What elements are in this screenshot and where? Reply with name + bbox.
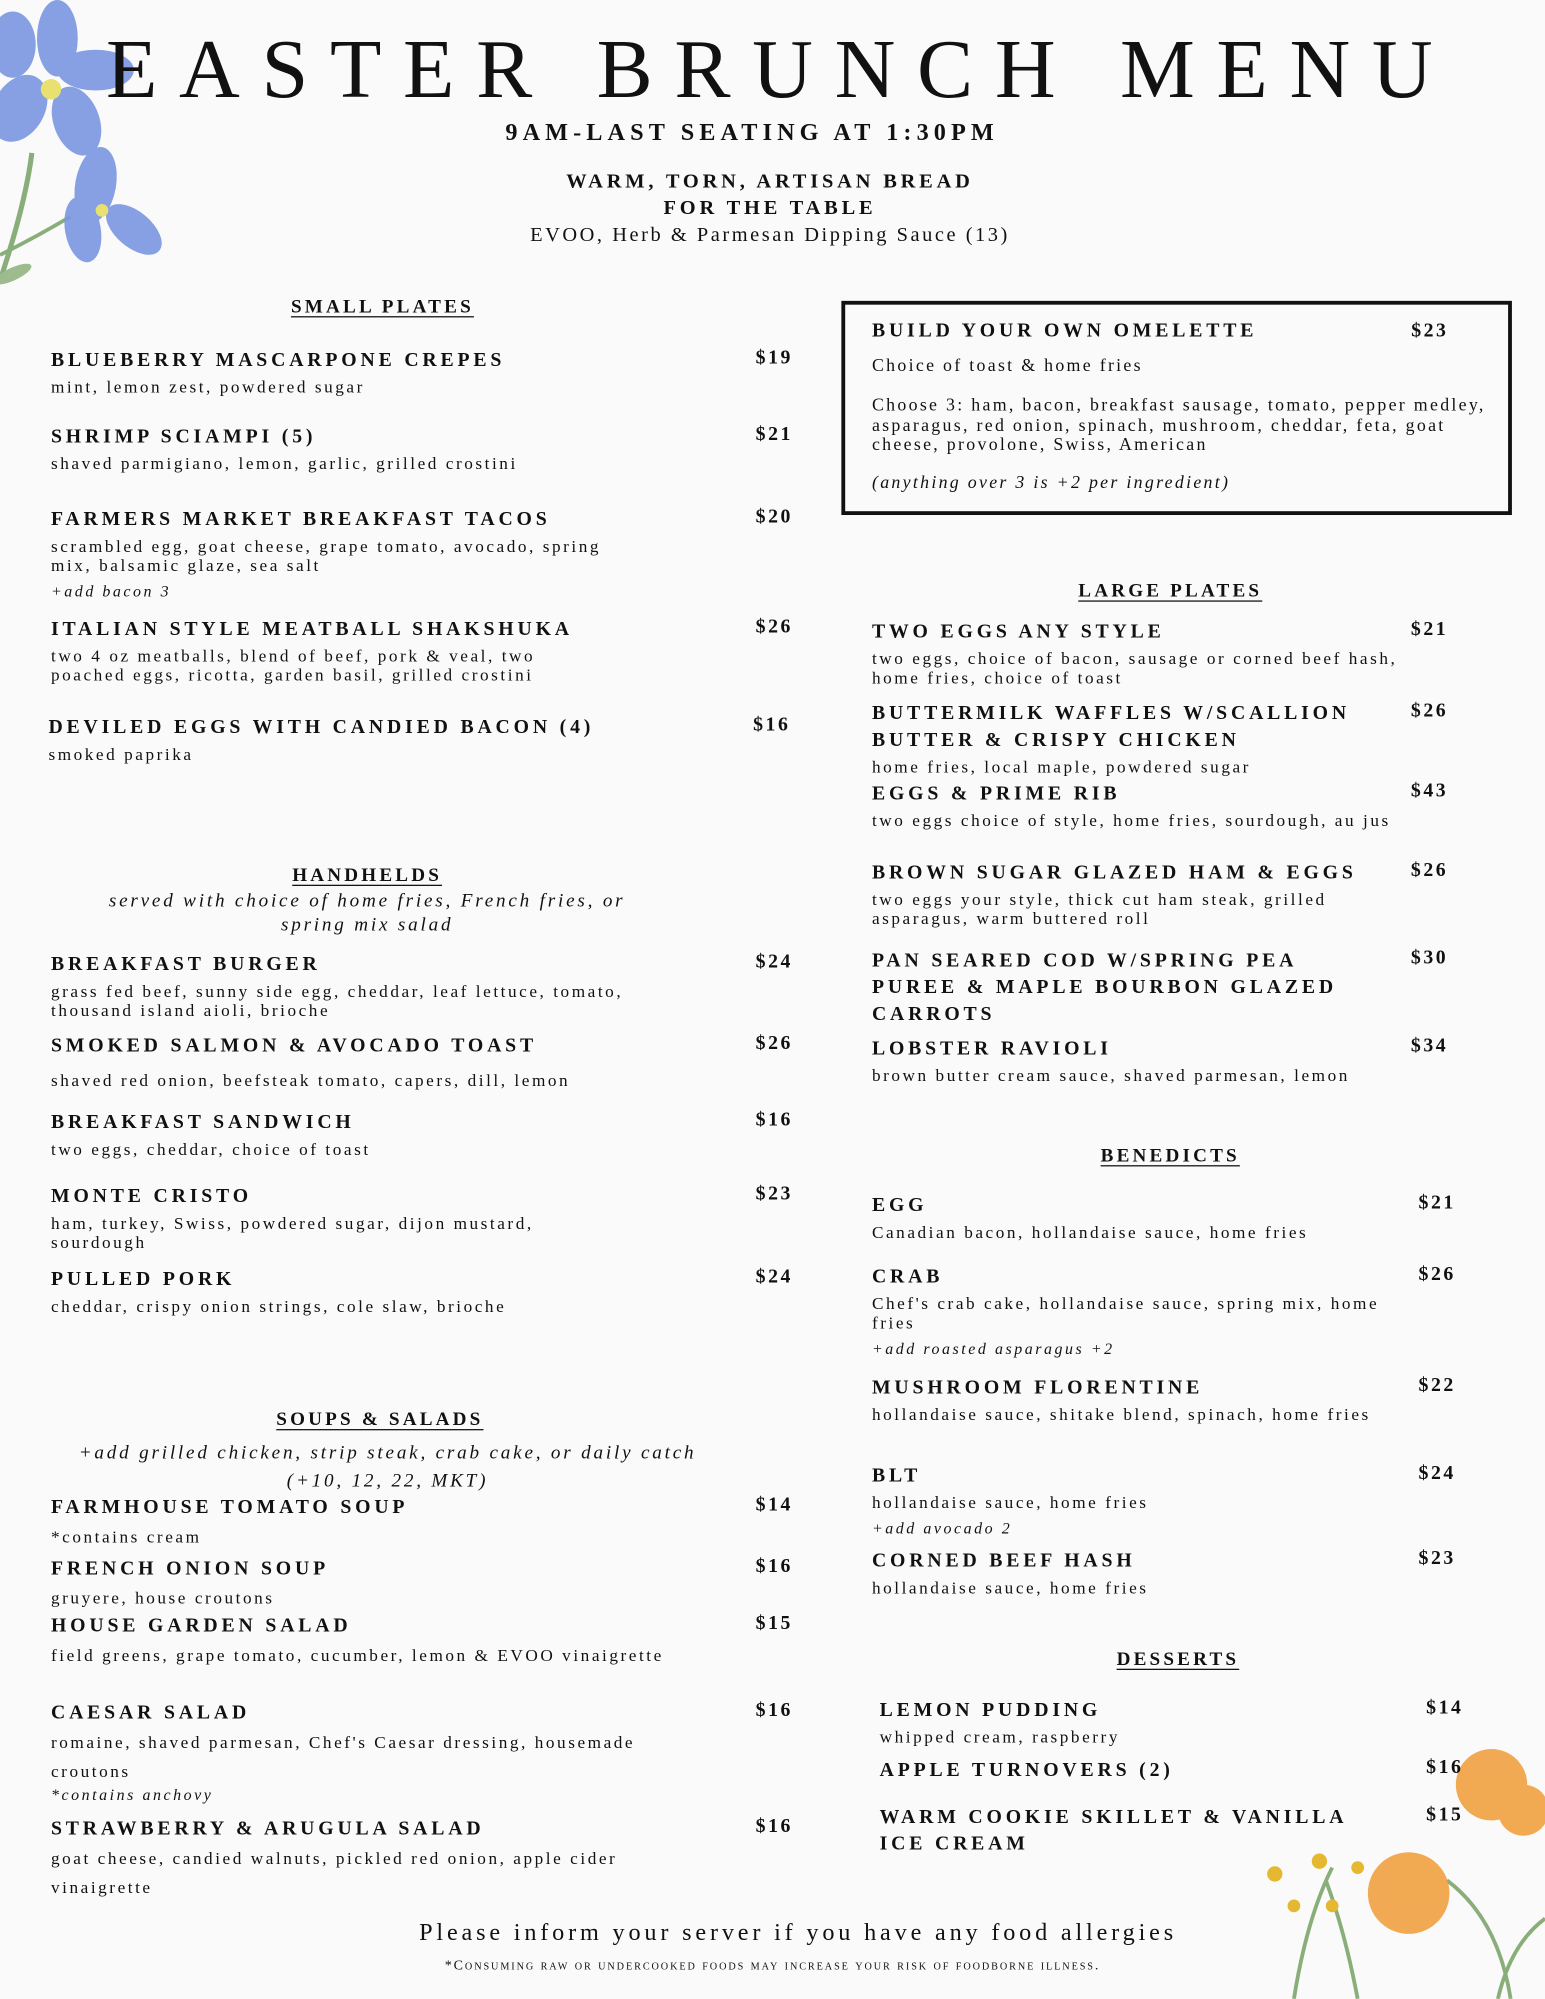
menu-item xyxy=(51,951,793,1020)
item-price: $14 xyxy=(1426,1696,1464,1719)
hours: 9AM-LAST SEATING AT 1:30PM xyxy=(505,119,999,147)
menu-item xyxy=(51,506,793,602)
omelette-note: (anything over 3 is +2 per ingredient) xyxy=(871,474,1231,494)
item-name: BUTTERMILK WAFFLES W/SCALLION BUTTER & CRISPY CHICKEN xyxy=(871,702,1350,751)
menu-item xyxy=(880,1757,1464,1784)
item-price: $16 xyxy=(755,1699,793,1721)
item-price: $16 xyxy=(755,1815,793,1837)
item-description: shaved parmigiano, lemon, garlic, grilled crostini xyxy=(50,453,518,473)
item-description: whipped cream, raspberry xyxy=(879,1727,1121,1747)
item-price: $21 xyxy=(1410,618,1449,640)
item-description: mint, lemon zest, powdered sugar xyxy=(50,377,365,397)
section-heading: SOUPS & SALADS xyxy=(276,1409,484,1431)
item-price: $24 xyxy=(1418,1462,1456,1484)
menu-item xyxy=(51,1613,793,1670)
item-description: two 4 oz meatballs, blend of beef, pork & veal, two poached eggs, ricotta, garden basil, grilled crostini xyxy=(50,646,536,685)
section-heading: DESSERTS xyxy=(1116,1649,1240,1670)
item-name: EGGS & PRIME RIB xyxy=(871,782,1121,805)
item-description: shaved red onion, beefsteak tomato, capers, dill, lemon xyxy=(50,1070,571,1090)
bread-description: EVOO, Herb & Parmesan Dipping Sauce (13) xyxy=(530,224,1010,247)
item-price: $26 xyxy=(1410,859,1449,881)
item-name: LEMON PUDDING xyxy=(879,1699,1102,1721)
item-description: brown butter cream sauce, shaved parmesan, lemon xyxy=(871,1065,1350,1085)
menu-item xyxy=(872,700,1448,776)
item-description: smoked paprika xyxy=(48,744,194,764)
menu-item xyxy=(51,423,793,473)
menu-item xyxy=(872,947,1448,1027)
item-name: SMOKED SALMON & AVOCADO TOAST xyxy=(50,1035,538,1057)
item-name: SHRIMP SCIAMPI (5) xyxy=(50,425,317,448)
omelette-line1: Choice of toast & home fries xyxy=(871,356,1143,377)
menu-item xyxy=(51,1109,793,1159)
item-description: two eggs, choice of bacon, sausage or corned beef hash, home fries, choice of toast xyxy=(871,648,1398,688)
item-name: DEVILED EGGS WITH CANDIED BACON (4) xyxy=(48,716,595,739)
item-name: BREAKFAST SANDWICH xyxy=(50,1111,355,1134)
item-name: FARMHOUSE TOMATO SOUP xyxy=(50,1496,409,1519)
item-description: hollandaise sauce, home fries xyxy=(871,1492,1149,1512)
menu-item xyxy=(872,1374,1456,1424)
item-name: BLUEBERRY MASCARPONE CREPES xyxy=(50,349,506,371)
item-price: $21 xyxy=(1418,1191,1456,1214)
item-price: $21 xyxy=(755,423,793,445)
item-note: +add roasted asparagus +2 xyxy=(871,1339,1115,1358)
bread-title-line1: WARM, TORN, ARTISAN BREAD xyxy=(566,170,974,193)
menu-item xyxy=(51,1033,793,1090)
item-name: APPLE TURNOVERS (2) xyxy=(879,1759,1174,1781)
menu-item xyxy=(51,1815,793,1902)
item-price: $22 xyxy=(1418,1374,1456,1396)
menu-item xyxy=(872,1035,1448,1085)
item-price: $16 xyxy=(1426,1756,1464,1779)
menu-item xyxy=(872,780,1448,830)
item-price: $19 xyxy=(755,346,793,369)
item-description: Chef's crab cake, hollandaise sauce, spring mix, home fries xyxy=(871,1293,1380,1333)
item-name: PAN SEARED COD W/SPRING PEA PUREE & MAPLE BOURBON GLAZED CARROTS xyxy=(871,949,1337,1025)
item-name: EGG xyxy=(871,1194,928,1217)
item-price: $26 xyxy=(1418,1263,1456,1285)
item-price: $23 xyxy=(755,1183,793,1205)
item-price: $34 xyxy=(1410,1035,1449,1057)
item-price: $26 xyxy=(755,615,793,638)
item-description: scrambled egg, goat cheese, grape tomato, avocado, spring mix, balsamic glaze, sea salt xyxy=(50,536,602,575)
item-name: FARMERS MARKET BREAKFAST TACOS xyxy=(50,508,551,531)
item-price: $24 xyxy=(755,1265,793,1288)
item-name: STRAWBERRY & ARUGULA SALAD xyxy=(50,1817,485,1840)
menu-item xyxy=(51,1494,793,1551)
item-name: ITALIAN STYLE MEATBALL SHAKSHUKA xyxy=(50,618,573,640)
item-description: hollandaise sauce, shitake blend, spinach, home fries xyxy=(871,1404,1371,1424)
item-name: HOUSE GARDEN SALAD xyxy=(50,1615,352,1637)
section-heading: LARGE PLATES xyxy=(1078,581,1263,602)
section-heading: HANDHELDS xyxy=(292,865,443,886)
item-description: *contains cream xyxy=(50,1527,202,1547)
menu-item xyxy=(872,859,1448,928)
raw-food-warning: *Consuming raw or undercooked foods may increase your risk of foodborne illness. xyxy=(444,1958,1101,1974)
allergy-notice: Please inform your server if you have any food allergies xyxy=(419,1919,1177,1947)
menu-item xyxy=(872,1192,1456,1242)
item-price: $15 xyxy=(1426,1803,1464,1826)
item-name: LOBSTER RAVIOLI xyxy=(871,1037,1112,1060)
menu-item xyxy=(880,1804,1464,1858)
item-price: $20 xyxy=(755,506,793,528)
item-description: goat cheese, candied walnuts, pickled red onion, apple cider vinaigrette xyxy=(50,1848,618,1897)
omelette-box xyxy=(841,301,1512,515)
item-description: two eggs choice of style, home fries, sourdough, au jus xyxy=(871,810,1391,830)
item-description: two eggs your style, thick cut ham steak, grilled asparagus, warm buttered roll xyxy=(871,889,1327,929)
item-description: grass fed beef, sunny side egg, cheddar, leaf lettuce, tomato, thousand island aioli, brioche xyxy=(50,981,624,1020)
item-price: $26 xyxy=(755,1032,793,1055)
item-price: $16 xyxy=(755,1555,793,1577)
section-heading: SMALL PLATES xyxy=(290,297,474,318)
item-name: MONTE CRISTO xyxy=(50,1185,252,1208)
menu-item xyxy=(872,1462,1456,1538)
section-subtitle: +add grilled chicken, strip steak, crab cake, or daily catch (+10, 12, 22, MKT) xyxy=(78,1443,697,1492)
menu-item xyxy=(872,618,1448,687)
menu-item xyxy=(51,1266,793,1316)
menu-item xyxy=(51,616,793,685)
item-price: $30 xyxy=(1410,947,1449,969)
item-name: PULLED PORK xyxy=(50,1268,236,1291)
item-name: TWO EGGS ANY STYLE xyxy=(871,620,1165,643)
omelette-name: BUILD YOUR OWN OMELETTE xyxy=(871,319,1258,342)
item-description: gruyere, house croutons xyxy=(50,1588,275,1608)
item-price: $23 xyxy=(1418,1547,1456,1570)
item-description: hollandaise sauce, home fries xyxy=(871,1578,1149,1598)
item-price: $14 xyxy=(755,1494,793,1516)
menu-item xyxy=(872,1548,1456,1598)
item-name: BLT xyxy=(871,1464,922,1487)
section-subtitle: served with choice of home fries, French fries, or spring mix salad xyxy=(108,891,626,936)
item-description: ham, turkey, Swiss, powdered sugar, dijon mustard, sourdough xyxy=(50,1213,534,1252)
omelette-line2: Choose 3: ham, bacon, breakfast sausage, tomato, pepper medley, asparagus, red onion, spinach, mushroom, cheddar, feta, goat cheese, provolone, Swiss, American xyxy=(871,396,1486,456)
item-price: $43 xyxy=(1410,780,1449,802)
item-note: +add avocado 2 xyxy=(871,1519,1013,1538)
menu-item xyxy=(51,1699,793,1805)
item-description: home fries, local maple, powdered sugar xyxy=(871,757,1251,777)
menu-item xyxy=(880,1697,1464,1747)
item-name: MUSHROOM FLORENTINE xyxy=(871,1376,1204,1399)
item-price: $26 xyxy=(1410,699,1449,722)
omelette-price: $23 xyxy=(1411,319,1449,342)
item-name: BREAKFAST BURGER xyxy=(50,953,321,976)
menu-item xyxy=(51,1183,793,1252)
menu-title: EASTER BRUNCH MENU xyxy=(105,22,1455,117)
bread-title-line2: FOR THE TABLE xyxy=(663,197,877,220)
item-description: romaine, shaved parmesan, Chef's Caesar dressing, housemade croutons xyxy=(50,1732,636,1781)
item-description: Canadian bacon, hollandaise sauce, home fries xyxy=(871,1222,1309,1242)
item-price: $15 xyxy=(755,1612,793,1635)
item-description: cheddar, crispy onion strings, cole slaw, brioche xyxy=(50,1296,507,1316)
menu-item xyxy=(872,1263,1456,1359)
item-price: $16 xyxy=(755,1109,793,1131)
item-note: *contains anchovy xyxy=(50,1785,214,1804)
menu-item xyxy=(51,347,793,397)
section-heading: BENEDICTS xyxy=(1100,1146,1240,1167)
item-name: BROWN SUGAR GLAZED HAM & EGGS xyxy=(871,861,1357,884)
item-price: $16 xyxy=(753,713,791,736)
item-name: FRENCH ONION SOUP xyxy=(50,1557,329,1580)
menu-item xyxy=(48,714,790,764)
item-name: WARM COOKIE SKILLET & VANILLA ICE CREAM xyxy=(879,1806,1347,1855)
item-name: CAESAR SALAD xyxy=(50,1701,251,1724)
item-note: +add bacon 3 xyxy=(50,582,172,601)
item-description: field greens, grape tomato, cucumber, lemon & EVOO vinaigrette xyxy=(50,1645,664,1665)
menu-item xyxy=(51,1555,793,1612)
item-description: two eggs, cheddar, choice of toast xyxy=(50,1139,371,1159)
item-price: $24 xyxy=(755,951,793,973)
item-name: CORNED BEEF HASH xyxy=(871,1550,1136,1572)
item-name: CRAB xyxy=(871,1265,944,1288)
